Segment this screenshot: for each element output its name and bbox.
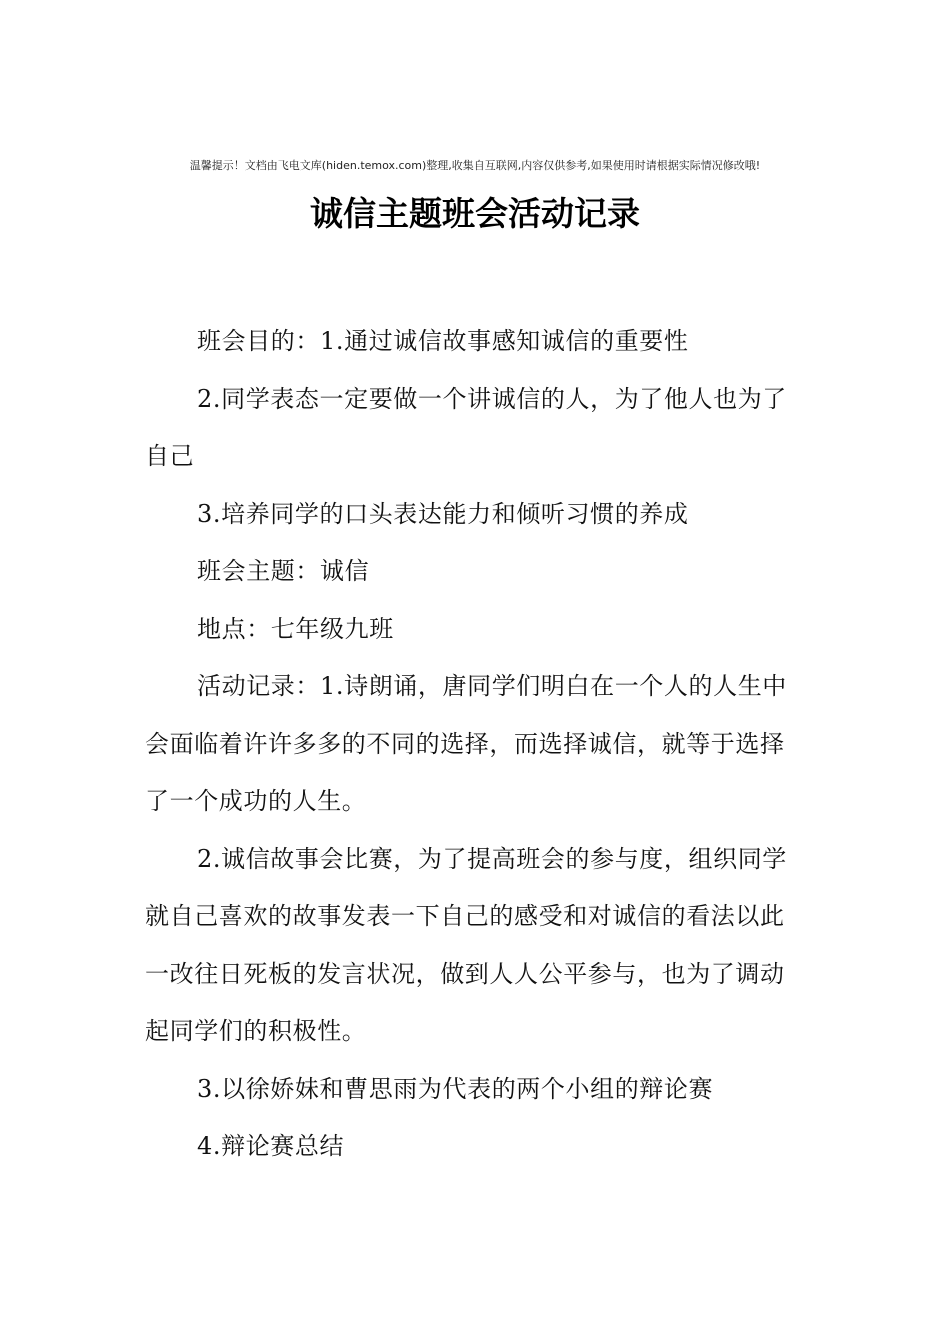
paragraph-purpose-2: 2.同学表态一定要做一个讲诚信的人，为了他人也为了自己 [145,384,787,470]
paragraph-record-3: 3.以徐娇妹和曹思雨为代表的两个小组的辩论赛 [197,1074,714,1103]
paragraph-purpose: 班会目的：1.通过诚信故事感知诚信的重要性 [197,327,689,355]
page-title: 诚信主题班会活动记录 [310,194,640,233]
paragraph-record-2: 2.诚信故事会比赛，为了提高班会的参与度，组织同学就自己喜欢的故事发表一下自己的感受和对诚信的看法以此一改往日死板的发言状况，做到人人公平参与，也为了调动起同学们的积极性。 [145,844,787,1045]
document-body [145,313,805,1176]
paragraph-theme: 班会主题：诚信 [197,557,370,585]
paragraph-record-4: 4.辩论赛总结 [197,1132,345,1160]
paragraph-purpose-3: 3.培养同学的口头表达能力和倾听习惯的养成 [197,499,689,528]
document-notice: 温馨提示！文档由飞电文库(hiden.temox.com)整理,收集自互联网,内容仅供参考,如果使用时请根据实际情况修改哦! [189,159,761,172]
paragraph-record-1: 活动记录：1.诗朗诵，唐同学们明白在一个人的人生中会面临着许许多多的不同的选择，而选择诚信，就等于选择了一个成功的人生。 [145,672,787,815]
paragraph-location: 地点：七年级九班 [197,614,394,643]
